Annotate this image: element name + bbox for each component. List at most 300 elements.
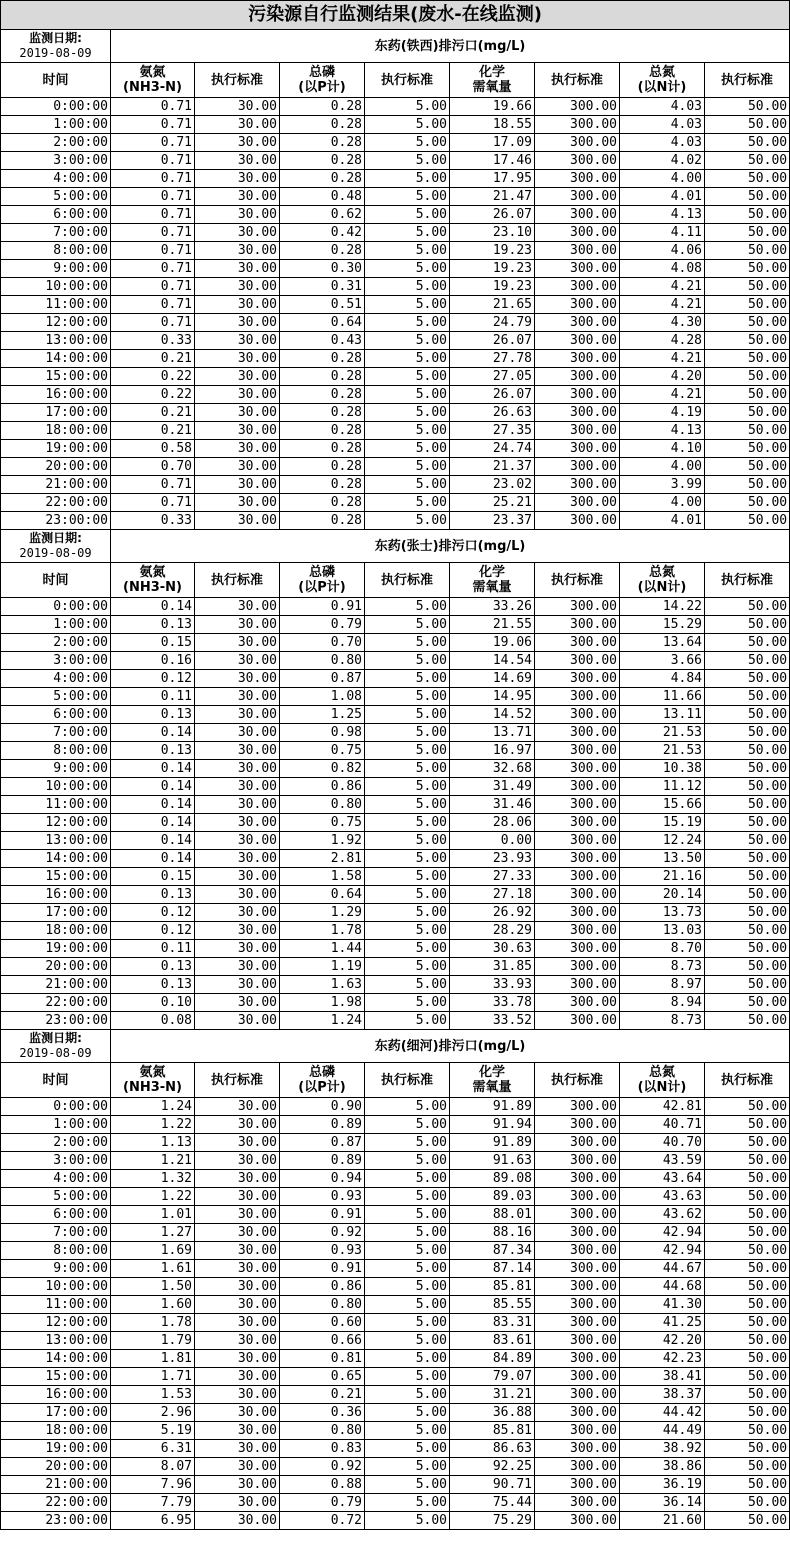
column-header: [535, 63, 620, 98]
time-cell: 16:00:00: [1, 386, 111, 404]
value-cell: 0.28: [280, 512, 365, 530]
value-cell: 300.00: [535, 152, 620, 170]
value-cell: 50.00: [705, 1386, 790, 1404]
time-cell: 23:00:00: [1, 1012, 111, 1030]
table-row: [1, 1386, 790, 1404]
date-value: 2019-08-09: [19, 46, 92, 60]
value-cell: 30.00: [195, 1350, 280, 1368]
date-value: 2019-08-09: [19, 1046, 92, 1060]
value-cell: 30.00: [195, 1368, 280, 1386]
value-cell: 300.00: [535, 98, 620, 116]
value-cell: 5.00: [365, 1116, 450, 1134]
value-cell: 19.23: [450, 242, 535, 260]
time-cell: 21:00:00: [1, 476, 111, 494]
table-row: [1, 116, 790, 134]
value-cell: 4.21: [620, 350, 705, 368]
time-cell: 2:00:00: [1, 134, 111, 152]
value-cell: 30.00: [195, 724, 280, 742]
value-cell: 26.92: [450, 904, 535, 922]
value-cell: 0.64: [280, 314, 365, 332]
value-cell: 1.61: [111, 1260, 195, 1278]
value-cell: 300.00: [535, 1152, 620, 1170]
value-cell: 50.00: [705, 706, 790, 724]
value-cell: 1.78: [280, 922, 365, 940]
value-cell: 30.00: [195, 1404, 280, 1422]
value-cell: 31.85: [450, 958, 535, 976]
table-row: [1, 260, 790, 278]
value-cell: 24.79: [450, 314, 535, 332]
value-cell: 5.00: [365, 598, 450, 616]
column-header-row: [1, 1063, 790, 1098]
table-row: [1, 386, 790, 404]
value-cell: 1.60: [111, 1296, 195, 1314]
time-cell: 22:00:00: [1, 994, 111, 1012]
column-header-line2: (以P计): [298, 580, 346, 595]
value-cell: 50.00: [705, 1494, 790, 1512]
value-cell: 30.00: [195, 1386, 280, 1404]
value-cell: 300.00: [535, 940, 620, 958]
value-cell: 5.00: [365, 296, 450, 314]
table-row: [1, 332, 790, 350]
time-cell: 12:00:00: [1, 314, 111, 332]
value-cell: 5.00: [365, 1314, 450, 1332]
value-cell: 14.22: [620, 598, 705, 616]
value-cell: 5.00: [365, 760, 450, 778]
value-cell: 13.71: [450, 724, 535, 742]
value-cell: 300.00: [535, 458, 620, 476]
value-cell: 0.21: [111, 350, 195, 368]
value-cell: 44.67: [620, 1260, 705, 1278]
table-row: [1, 922, 790, 940]
value-cell: 50.00: [705, 494, 790, 512]
value-cell: 30.00: [195, 1458, 280, 1476]
column-header-line1: 氨氮: [139, 1065, 166, 1080]
table-row: [1, 494, 790, 512]
value-cell: 0.21: [280, 1386, 365, 1404]
value-cell: 8.73: [620, 958, 705, 976]
time-cell: 10:00:00: [1, 778, 111, 796]
value-cell: 91.89: [450, 1134, 535, 1152]
value-cell: 0.30: [280, 260, 365, 278]
value-cell: 1.19: [280, 958, 365, 976]
value-cell: 0.71: [111, 494, 195, 512]
table-row: [1, 1422, 790, 1440]
value-cell: 300.00: [535, 368, 620, 386]
value-cell: 300.00: [535, 1494, 620, 1512]
value-cell: 300.00: [535, 706, 620, 724]
value-cell: 50.00: [705, 170, 790, 188]
column-header-line1: 执行标准: [380, 572, 433, 588]
value-cell: 5.00: [365, 404, 450, 422]
column-header-row: [1, 563, 790, 598]
time-cell: 3:00:00: [1, 152, 111, 170]
value-cell: 5.00: [365, 1098, 450, 1116]
value-cell: 50.00: [705, 724, 790, 742]
table-row: [1, 170, 790, 188]
outlet-name: 东药(细河)排污口(mg/L): [111, 1030, 790, 1063]
time-cell: 20:00:00: [1, 458, 111, 476]
value-cell: 50.00: [705, 1404, 790, 1422]
value-cell: 5.00: [365, 314, 450, 332]
value-cell: 50.00: [705, 1224, 790, 1242]
value-cell: 5.00: [365, 1278, 450, 1296]
value-cell: 300.00: [535, 1512, 620, 1530]
value-cell: 50.00: [705, 994, 790, 1012]
value-cell: 30.00: [195, 688, 280, 706]
value-cell: 17.46: [450, 152, 535, 170]
value-cell: 0.14: [111, 832, 195, 850]
value-cell: 0.80: [280, 1296, 365, 1314]
column-header-line1: 执行标准: [210, 572, 263, 588]
time-cell: 19:00:00: [1, 940, 111, 958]
value-cell: 8.73: [620, 1012, 705, 1030]
section-header-row: [1, 1030, 790, 1063]
value-cell: 5.00: [365, 1296, 450, 1314]
value-cell: 0.71: [111, 134, 195, 152]
column-header-line2: (以N计): [637, 580, 687, 595]
table-row: [1, 1314, 790, 1332]
value-cell: 1.08: [280, 688, 365, 706]
column-header-line1: 执行标准: [380, 72, 433, 88]
value-cell: 33.78: [450, 994, 535, 1012]
table-row: [1, 206, 790, 224]
value-cell: 0.28: [280, 152, 365, 170]
table-row: [1, 886, 790, 904]
value-cell: 0.31: [280, 278, 365, 296]
value-cell: 0.88: [280, 1476, 365, 1494]
value-cell: 30.00: [195, 1170, 280, 1188]
time-cell: 14:00:00: [1, 850, 111, 868]
time-cell: 19:00:00: [1, 440, 111, 458]
value-cell: 5.00: [365, 814, 450, 832]
value-cell: 0.14: [111, 796, 195, 814]
time-cell: 6:00:00: [1, 706, 111, 724]
value-cell: 27.18: [450, 886, 535, 904]
value-cell: 21.65: [450, 296, 535, 314]
value-cell: 26.07: [450, 206, 535, 224]
value-cell: 300.00: [535, 1278, 620, 1296]
value-cell: 1.50: [111, 1278, 195, 1296]
value-cell: 30.00: [195, 1206, 280, 1224]
table-row: [1, 278, 790, 296]
value-cell: 5.00: [365, 994, 450, 1012]
value-cell: 1.29: [280, 904, 365, 922]
time-cell: 5:00:00: [1, 1188, 111, 1206]
time-cell: 14:00:00: [1, 350, 111, 368]
value-cell: 300.00: [535, 1098, 620, 1116]
value-cell: 38.37: [620, 1386, 705, 1404]
date-value: 2019-08-09: [19, 546, 92, 560]
value-cell: 1.21: [111, 1152, 195, 1170]
column-header-line2: (以N计): [637, 80, 687, 95]
value-cell: 20.14: [620, 886, 705, 904]
value-cell: 30.00: [195, 1512, 280, 1530]
table-row: [1, 1296, 790, 1314]
column-header-line1: 化学: [478, 65, 505, 80]
value-cell: 50.00: [705, 1422, 790, 1440]
value-cell: 0.87: [280, 1134, 365, 1152]
value-cell: 1.27: [111, 1224, 195, 1242]
time-cell: 22:00:00: [1, 494, 111, 512]
time-cell: 15:00:00: [1, 1368, 111, 1386]
column-header: [705, 63, 790, 98]
value-cell: 50.00: [705, 242, 790, 260]
column-header-line1: 化学: [478, 565, 505, 580]
value-cell: 43.62: [620, 1206, 705, 1224]
column-header: [705, 1063, 790, 1098]
value-cell: 1.81: [111, 1350, 195, 1368]
value-cell: 21.53: [620, 724, 705, 742]
value-cell: 300.00: [535, 904, 620, 922]
value-cell: 50.00: [705, 868, 790, 886]
value-cell: 50.00: [705, 314, 790, 332]
value-cell: 4.13: [620, 206, 705, 224]
time-cell: 18:00:00: [1, 1422, 111, 1440]
value-cell: 50.00: [705, 886, 790, 904]
value-cell: 5.00: [365, 260, 450, 278]
column-header-line2: 需氧量: [472, 80, 512, 95]
value-cell: 15.19: [620, 814, 705, 832]
column-header-line1: 执行标准: [721, 572, 774, 588]
table-row: [1, 958, 790, 976]
value-cell: 4.01: [620, 512, 705, 530]
value-cell: 300.00: [535, 314, 620, 332]
column-header: [280, 63, 365, 98]
value-cell: 300.00: [535, 832, 620, 850]
value-cell: 0.21: [111, 422, 195, 440]
value-cell: 0.71: [111, 170, 195, 188]
time-cell: 13:00:00: [1, 832, 111, 850]
time-cell: 9:00:00: [1, 260, 111, 278]
value-cell: 30.00: [195, 1134, 280, 1152]
value-cell: 12.24: [620, 832, 705, 850]
table-row: [1, 652, 790, 670]
value-cell: 5.00: [365, 1386, 450, 1404]
value-cell: 11.12: [620, 778, 705, 796]
value-cell: 30.00: [195, 616, 280, 634]
value-cell: 0.22: [111, 368, 195, 386]
time-cell: 20:00:00: [1, 1458, 111, 1476]
value-cell: 300.00: [535, 242, 620, 260]
value-cell: 5.00: [365, 98, 450, 116]
value-cell: 50.00: [705, 116, 790, 134]
value-cell: 50.00: [705, 260, 790, 278]
column-header-line2: (以P计): [298, 1080, 346, 1095]
value-cell: 50.00: [705, 1278, 790, 1296]
value-cell: 0.28: [280, 134, 365, 152]
value-cell: 300.00: [535, 1476, 620, 1494]
value-cell: 5.00: [365, 134, 450, 152]
time-cell: 8:00:00: [1, 1242, 111, 1260]
value-cell: 50.00: [705, 652, 790, 670]
value-cell: 300.00: [535, 724, 620, 742]
value-cell: 7.79: [111, 1494, 195, 1512]
value-cell: 0.80: [280, 796, 365, 814]
value-cell: 300.00: [535, 994, 620, 1012]
value-cell: 85.55: [450, 1296, 535, 1314]
column-header: [280, 563, 365, 598]
column-header: [620, 563, 705, 598]
value-cell: 30.00: [195, 814, 280, 832]
value-cell: 42.20: [620, 1332, 705, 1350]
time-cell: 13:00:00: [1, 1332, 111, 1350]
value-cell: 30.00: [195, 1242, 280, 1260]
value-cell: 30.00: [195, 296, 280, 314]
time-cell: 7:00:00: [1, 224, 111, 242]
value-cell: 0.65: [280, 1368, 365, 1386]
value-cell: 300.00: [535, 814, 620, 832]
column-header: [365, 563, 450, 598]
value-cell: 0.62: [280, 206, 365, 224]
value-cell: 300.00: [535, 1170, 620, 1188]
date-label: 监测日期:: [29, 531, 82, 545]
value-cell: 0.64: [280, 886, 365, 904]
value-cell: 30.00: [195, 1116, 280, 1134]
value-cell: 30.00: [195, 868, 280, 886]
value-cell: 300.00: [535, 652, 620, 670]
value-cell: 21.16: [620, 868, 705, 886]
value-cell: 50.00: [705, 778, 790, 796]
value-cell: 1.58: [280, 868, 365, 886]
value-cell: 0.33: [111, 512, 195, 530]
value-cell: 0.60: [280, 1314, 365, 1332]
value-cell: 5.00: [365, 1012, 450, 1030]
value-cell: 300.00: [535, 206, 620, 224]
value-cell: 300.00: [535, 1224, 620, 1242]
column-header: [365, 1063, 450, 1098]
time-cell: 11:00:00: [1, 296, 111, 314]
value-cell: 1.25: [280, 706, 365, 724]
value-cell: 30.00: [195, 1422, 280, 1440]
column-header: [705, 563, 790, 598]
value-cell: 5.00: [365, 670, 450, 688]
column-header: [1, 63, 111, 98]
column-header-line1: 总磷: [308, 65, 335, 80]
value-cell: 0.75: [280, 742, 365, 760]
value-cell: 5.00: [365, 634, 450, 652]
table-row: [1, 368, 790, 386]
column-header-line1: 时间: [42, 72, 69, 88]
value-cell: 0.28: [280, 494, 365, 512]
time-cell: 17:00:00: [1, 904, 111, 922]
value-cell: 0.43: [280, 332, 365, 350]
value-cell: 44.42: [620, 1404, 705, 1422]
value-cell: 5.00: [365, 422, 450, 440]
time-cell: 0:00:00: [1, 598, 111, 616]
value-cell: 50.00: [705, 1458, 790, 1476]
value-cell: 50.00: [705, 742, 790, 760]
value-cell: 23.10: [450, 224, 535, 242]
value-cell: 4.21: [620, 386, 705, 404]
value-cell: 0.87: [280, 670, 365, 688]
value-cell: 0.22: [111, 386, 195, 404]
table-row: [1, 224, 790, 242]
time-cell: 2:00:00: [1, 634, 111, 652]
value-cell: 4.84: [620, 670, 705, 688]
value-cell: 0.91: [280, 1260, 365, 1278]
value-cell: 0.51: [280, 296, 365, 314]
monitoring-date: [1, 530, 111, 563]
value-cell: 0.28: [280, 458, 365, 476]
value-cell: 0.28: [280, 242, 365, 260]
table-row: [1, 242, 790, 260]
value-cell: 0.15: [111, 634, 195, 652]
value-cell: 5.00: [365, 188, 450, 206]
value-cell: 50.00: [705, 206, 790, 224]
value-cell: 0.72: [280, 1512, 365, 1530]
value-cell: 300.00: [535, 796, 620, 814]
value-cell: 50.00: [705, 1368, 790, 1386]
value-cell: 19.06: [450, 634, 535, 652]
column-header-line1: 氨氮: [139, 65, 166, 80]
value-cell: 0.28: [280, 440, 365, 458]
value-cell: 1.63: [280, 976, 365, 994]
value-cell: 50.00: [705, 1350, 790, 1368]
value-cell: 5.00: [365, 1476, 450, 1494]
column-header: [111, 63, 195, 98]
column-header-line2: (以N计): [637, 1080, 687, 1095]
value-cell: 30.00: [195, 670, 280, 688]
value-cell: 0.98: [280, 724, 365, 742]
value-cell: 21.47: [450, 188, 535, 206]
table-row: [1, 688, 790, 706]
monitoring-date: [1, 1030, 111, 1063]
table-row: [1, 1278, 790, 1296]
time-cell: 10:00:00: [1, 1278, 111, 1296]
value-cell: 0.28: [280, 98, 365, 116]
value-cell: 5.00: [365, 796, 450, 814]
value-cell: 40.70: [620, 1134, 705, 1152]
value-cell: 0.16: [111, 652, 195, 670]
value-cell: 6.31: [111, 1440, 195, 1458]
value-cell: 5.00: [365, 1458, 450, 1476]
table-row: [1, 1404, 790, 1422]
column-header-line1: 时间: [42, 1072, 69, 1088]
value-cell: 31.46: [450, 796, 535, 814]
value-cell: 91.89: [450, 1098, 535, 1116]
column-header-line2: (NH3-N): [123, 580, 182, 595]
value-cell: 5.00: [365, 706, 450, 724]
value-cell: 50.00: [705, 958, 790, 976]
date-label: 监测日期:: [29, 31, 82, 45]
value-cell: 4.00: [620, 458, 705, 476]
value-cell: 8.07: [111, 1458, 195, 1476]
value-cell: 0.28: [280, 368, 365, 386]
table-row: [1, 404, 790, 422]
value-cell: 87.34: [450, 1242, 535, 1260]
time-cell: 1:00:00: [1, 616, 111, 634]
value-cell: 0.13: [111, 976, 195, 994]
value-cell: 85.81: [450, 1422, 535, 1440]
value-cell: 30.00: [195, 152, 280, 170]
value-cell: 5.00: [365, 440, 450, 458]
column-header: [1, 563, 111, 598]
column-header-line1: 执行标准: [721, 72, 774, 88]
value-cell: 50.00: [705, 386, 790, 404]
table-row: [1, 1224, 790, 1242]
value-cell: 30.00: [195, 940, 280, 958]
time-cell: 4:00:00: [1, 1170, 111, 1188]
time-cell: 19:00:00: [1, 1440, 111, 1458]
column-header: [111, 563, 195, 598]
value-cell: 38.92: [620, 1440, 705, 1458]
value-cell: 5.00: [365, 1206, 450, 1224]
table-row: [1, 1152, 790, 1170]
time-cell: 16:00:00: [1, 1386, 111, 1404]
table-row: [1, 422, 790, 440]
value-cell: 1.98: [280, 994, 365, 1012]
value-cell: 5.00: [365, 1224, 450, 1242]
